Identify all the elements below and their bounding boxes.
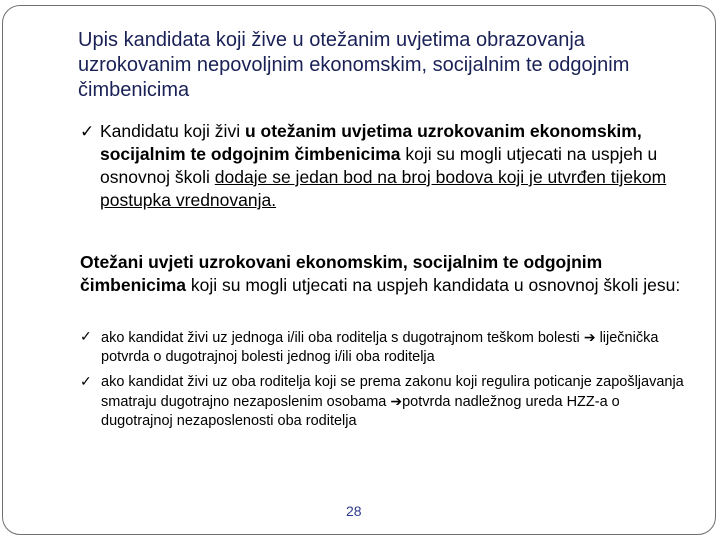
sub-item-2-text [80,373,690,431]
arrow-right-icon: ➔ [583,329,596,345]
bullet-main-underlined: dodaje se jedan bod na broj bodova koji je utvrđen tijekom postupka vrednovanja. [100,167,667,210]
sub-item-2-after: potvrda nadležnog ureda HZZ-a o dugotrajnoj nezaposlenosti oba roditelja [101,394,620,429]
page-number: 28 [346,503,362,519]
bullet-main-text [80,120,690,212]
sub-item-1-text [80,328,690,367]
bullet-main [80,120,690,212]
slide-title: Upis kandidata koji žive u otežanim uvjetima obrazovanja uzrokovanim nepovoljnim ekonomskim, socijalnim te odgojnim čimbenicima [78,29,630,101]
checkmark-icon: ✓ [80,373,92,389]
conditions-paragraph [80,251,690,297]
checkmark-icon: ✓ [80,122,95,141]
checkmark-icon: ✓ [80,328,92,344]
bullet-main-mid: koji su mogli utjecati na uspjeh u osnovnoj školi [100,144,658,187]
sub-item-1-after: liječnička potvrda o dugotrajnoj bolesti jednog i/ili oba roditelja [101,330,659,365]
bullet-main-intro: Kandidatu koji živi [100,121,245,141]
conditions-bold: Otežani uvjeti uzrokovani ekonomskim, socijalnim te odgojnim čimbenicima [80,252,603,295]
sub-item-1 [80,327,690,367]
arrow-right-icon: ➔ [390,393,403,409]
sub-item-2 [80,372,690,431]
conditions-rest: koji su mogli utjecati na uspjeh kandidata u osnovnoj školi jesu: [186,275,681,295]
sub-item-2-before: ako kandidat živi uz oba roditelja koji se prema zakonu koji regulira poticanje zapošljavanja smatraju dugotrajno nezaposlenim osobama [101,374,684,410]
sub-item-1-before: ako kandidat živi uz jednoga i/ili oba roditelja s dugotrajnom teškom bolesti [101,330,584,346]
bullet-main-bold: u otežanim uvjetima uzrokovanim ekonomskim, socijalnim te odgojnim čimbenicima [100,121,642,164]
